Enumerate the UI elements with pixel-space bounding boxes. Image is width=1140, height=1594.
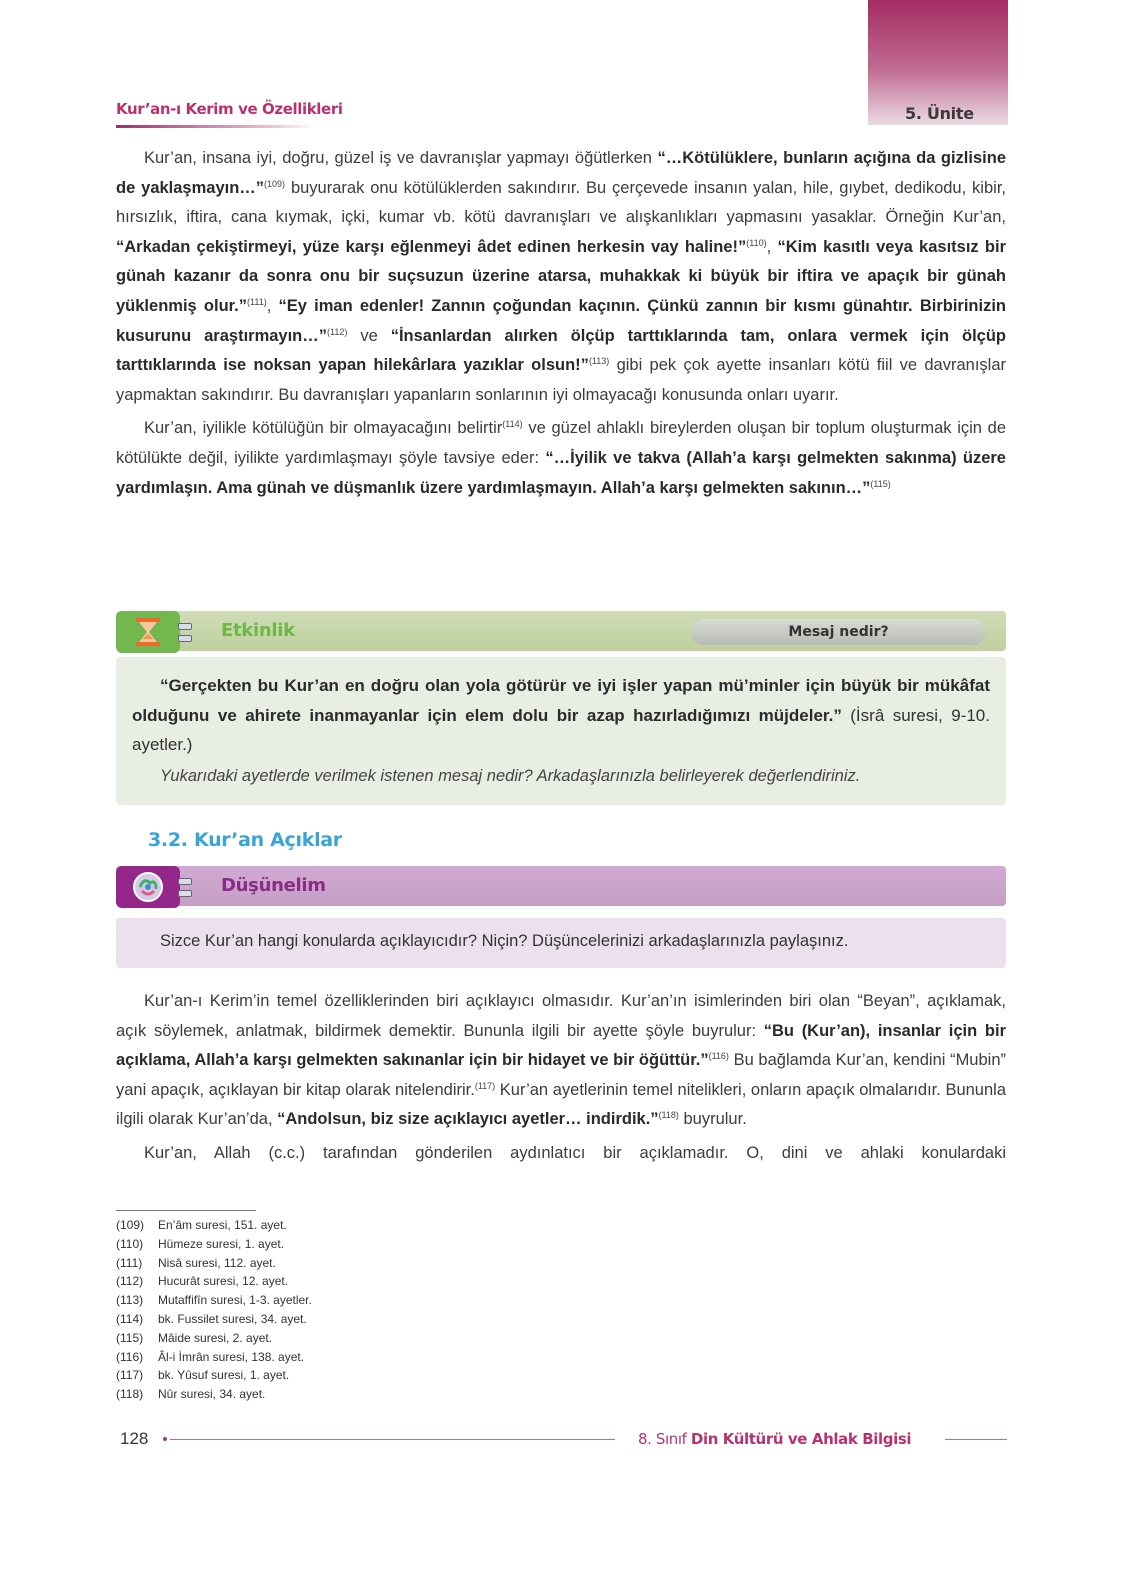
body-text-top: [116, 144, 1006, 503]
footnote-item: (111) Nisâ suresi, 112. ayet.: [116, 1255, 276, 1270]
footnote-item: (110) Hümeze suresi, 1. ayet.: [116, 1236, 285, 1251]
binder-ring-icon: [178, 623, 192, 630]
section-heading: 3.2. Kur’an Açıklar: [148, 829, 342, 851]
paragraph-3: Kur’an-ı Kerim’in temel özelliklerinden biri açıklayıcı olmasıdır. Kur’an’ın isimlerinden biri olan “Beyan”, açıklamak, açık söylemek, anlatmak, bildirmek demektir. Bununla ilgili bir ayette şöyle buyrulur: “Bu (Kur’an), insanlar için bir açıklama, Allah’a karşı gelmekten sakınanlar için bir hidayet ve bir öğüttür.”$^{(116)}$ Bu bağlamda Kur’an, kendini “Mubin” yani apaçık, açıklayan bir kitap olarak nitelendirir.$^{(117)}$ Kur’an ayetlerinin temel nitelikleri, onların apaçık olmalarıdır. Bununla ilgili olarak Kur’an’da, “Andolsun, biz size açıklayıcı ayetler… indirdik.”$^{(118)}$ buyrulur.: [116, 992, 1007, 1129]
chapter-title: Kur’an-ı Kerim ve Özellikleri: [116, 100, 343, 118]
binder-ring-icon: [178, 635, 192, 642]
body-text-bottom: [116, 987, 1006, 1169]
footnotes-list: [116, 1216, 312, 1404]
binder-ring-icon: [178, 890, 192, 897]
footnote-ref[interactable]: (112): [327, 326, 348, 337]
hourglass-icon: [116, 611, 180, 653]
activity-question: Yukarıdaki ayetlerde verilmek istenen mesaj nedir? Arkadaşlarınızla belirleyerek değerlendiriniz.: [160, 767, 861, 785]
footnote-item: (116) Âl-i İmrân suresi, 138. ayet.: [116, 1349, 305, 1364]
footnote-divider: [116, 1210, 256, 1211]
footnote-ref[interactable]: (113): [588, 356, 610, 367]
think-title: Düşünelim: [221, 875, 326, 896]
unit-label: 5. Ünite: [905, 104, 974, 123]
book-title: 8. Sınıf Din Kültürü ve Ahlak Bilgisi: [638, 1430, 912, 1448]
footnote-ref[interactable]: (117): [474, 1080, 496, 1091]
activity-box-header: [116, 611, 1006, 651]
paragraph-2: Kur’an, iyilikle kötülüğün bir olmayacağını belirtir$^{(114)}$ ve güzel ahlaklı bireylerden oluşan bir toplum oluşturmak için de kötülükte değil, iyilikte yardımlaşmayı şöyle tavsiye eder: “…İyilik ve takva (Allah’a karşı gelmekten sakınma) üzere yardımlaşın. Ama günah ve düşmanlık üzere yardımlaşmayın. Allah’a karşı gelmekten sakının…”$^{(115)}$: [116, 419, 1006, 497]
activity-box-body: [116, 657, 1006, 805]
footnote-item: (118) Nûr suresi, 34. ayet.: [116, 1387, 266, 1402]
think-box-body: [116, 918, 1006, 968]
footer-dot: [163, 1437, 167, 1441]
paragraph-4: Kur’an, Allah (c.c.) tarafından gönderilen aydınlatıcı bir açıklamadır. O, dini ve ahlaki konulardaki: [144, 1143, 1006, 1162]
footnote-item: (115) Mâide suresi, 2. ayet.: [116, 1330, 273, 1345]
binder-ring-icon: [178, 878, 192, 885]
footnote-item: (113) Mutaffifîn suresi, 1-3. ayetler.: [116, 1293, 312, 1308]
footer-rule-left: [170, 1439, 615, 1440]
footnote-ref[interactable]: (115): [870, 478, 891, 489]
chapter-underline: [116, 125, 316, 128]
footnote-ref[interactable]: (111): [247, 296, 267, 307]
footnote-item: (114) bk. Fussilet suresi, 34. ayet.: [116, 1311, 307, 1326]
footnote-item: (109) En’âm suresi, 151. ayet.: [116, 1218, 287, 1232]
footnote-ref[interactable]: (116): [708, 1051, 729, 1062]
footer-rule-right: [945, 1439, 1007, 1440]
activity-pill-label: Mesaj nedir?: [691, 619, 986, 645]
think-question: Sizce Kur’an hangi konularda açıklayıcıdır? Niçin? Düşüncelerinizi arkadaşlarınızla paylaşınız.: [160, 932, 849, 950]
paragraph-1: Kur’an, insana iyi, doğru, güzel iş ve davranışlar yapmayı öğütlerken “…Kötülüklere, bunların açığına da gizlisine de yaklaşmayın…”$^{(109)}$ buyurarak onu kötülüklerden sakındırır. Bu çerçevede insanın yalan, hile, gıybet, dedikodu, kibir, hırsızlık, iftira, cana kıymak, içki, kumar vb. kötü davranışları ve alışkanlıkları yapmasını yasaklar. Örneğin Kur’an, “Arkadan çekiştirmeyi, yüze karşı eğlenmeyi âdet edinen herkesin vay haline!”$^{(110)}$, “Kim kasıtlı veya kasıtsız bir günah kazanır da sonra onu bir suçsuzun üzerine atarsa, muhakkak ki büyük bir iftira ve apaçık bir günah yüklenmiş olur.”$^{(111)}$, “Ey iman edenler! Zannın çoğundan kaçının. Çünkü zannın bir kısmı günahtır. Birbirinizin kusurunu araştırmayın…”$^{(112)}$ ve “İnsanlardan alırken ölçüp tarttıklarında tam, onlara vermek için ölçüp tarttıklarında ise noksan yapan hilekârlara yazıklar olsun!”$^{(113)}$ gibi pek çok ayette insanları kötü fiil ve davranışlar yapmaktan sakındırır. Bu davranışları yapanların sonlarının iyi olmayacağı konusunda onları uyarır.: [116, 149, 1007, 404]
activity-quote: “Gerçekten bu Kur’an en doğru olan yola götürür ve iyi işler yapan mü’minler için büyük bir mükâfat olduğunu ve ahirete inanmayanlar için elem dolu bir azap hazırladığımızı müjdeler.” (İsrâ suresi, 9-10. ayetler.): [132, 676, 990, 754]
page-number: 128: [120, 1429, 149, 1448]
brain-icon: [116, 866, 180, 908]
footnote-ref[interactable]: (114): [502, 419, 523, 430]
activity-title: Etkinlik: [221, 620, 295, 641]
footnote-ref[interactable]: (110): [746, 237, 767, 248]
footnote-ref[interactable]: (109): [264, 178, 286, 189]
footnote-ref[interactable]: (118): [658, 1110, 679, 1121]
think-box-header: [116, 866, 1006, 906]
footnote-item: (117) bk. Yûsuf suresi, 1. ayet.: [116, 1368, 290, 1383]
footnote-item: (112) Hucurât suresi, 12. ayet.: [116, 1274, 289, 1289]
